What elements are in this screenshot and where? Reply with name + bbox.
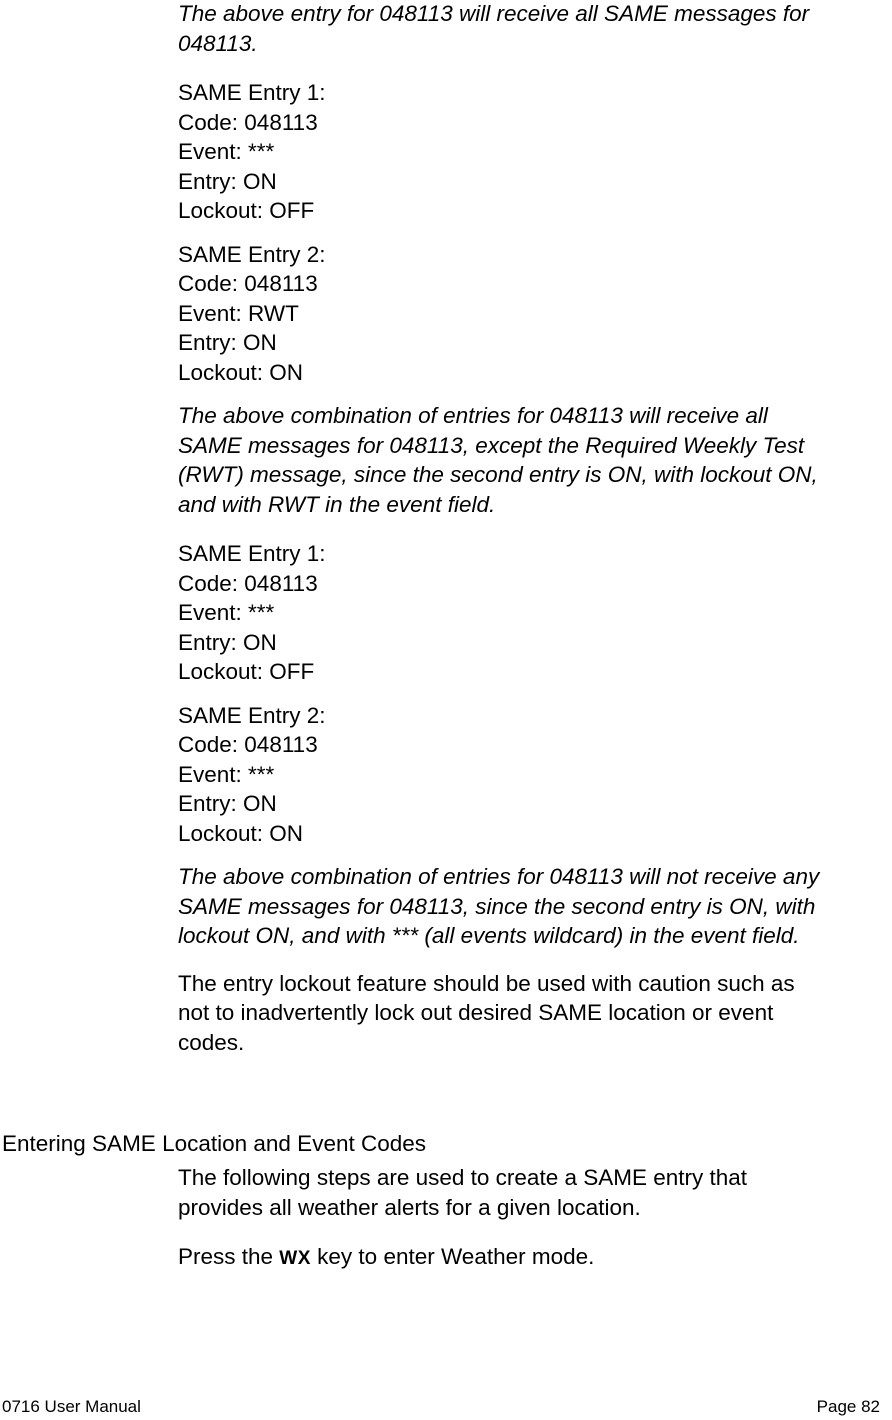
entry-state: Entry: ON (178, 330, 277, 355)
step-prefix: Press the (178, 1244, 280, 1269)
entry-state: Entry: ON (178, 168, 277, 194)
intro-note-line-2: 048113. (178, 30, 258, 56)
content-column (178, 0, 890, 1071)
example1-entry1 (178, 78, 890, 226)
entry-title: SAME Entry 1: (178, 541, 326, 566)
entry-title: SAME Entry 2: (178, 241, 326, 267)
caution-line: codes. (178, 1029, 245, 1055)
entry-lockout: Lockout: ON (178, 359, 304, 385)
entry-title: SAME Entry 2: (178, 702, 326, 728)
footer-page-number: Page 82 (816, 1397, 880, 1416)
section-body (178, 1163, 890, 1288)
entry-code: Code: 048113 (178, 109, 318, 135)
caution-paragraph (178, 969, 890, 1058)
section-intro-line: provides all weather alerts for a given location. (178, 1194, 641, 1220)
example1-note (178, 401, 890, 519)
section-heading: Entering SAME Location and Event Codes (2, 1131, 427, 1156)
note-line: and with RWT in the event field. (178, 491, 496, 517)
entry-event: Event: *** (178, 761, 275, 787)
entry-state: Entry: ON (178, 791, 277, 816)
entry-lockout: Lockout: ON (178, 820, 304, 846)
example2-entry1 (178, 539, 890, 687)
note-line: The above combination of entries for 048113 will not receive any (178, 864, 820, 889)
note-line: The above combination of entries for 048113 will receive all (178, 403, 768, 428)
step-wx (178, 1242, 890, 1274)
intro-note (178, 0, 890, 58)
caution-line: The entry lockout feature should be used with caution such as (178, 970, 795, 996)
note-line: lockout ON, and with *** (all events wildcard) in the event field. (178, 923, 800, 948)
wx-key-label: WX (279, 1248, 311, 1269)
note-line: SAME messages for 048113, since the second entry is ON, with (178, 893, 816, 919)
section-intro (178, 1163, 890, 1222)
entry-event: Event: *** (178, 600, 275, 625)
note-line: SAME messages for 048113, except the Required Weekly Test (178, 432, 805, 458)
example1-entry2 (178, 240, 890, 388)
entry-code: Code: 048113 (178, 570, 318, 596)
entry-state: Entry: ON (178, 629, 277, 655)
entry-code: Code: 048113 (178, 732, 318, 757)
entry-lockout: Lockout: OFF (178, 659, 315, 684)
caution-line: not to inadvertently lock out desired SAME location or event (178, 1000, 774, 1025)
section-intro-line: The following steps are used to create a SAME entry that (178, 1165, 748, 1190)
step-suffix: key to enter Weather mode. (310, 1244, 595, 1269)
intro-note-line-1: The above entry for 048113 will receive all SAME messages for (178, 1, 810, 26)
note-line: (RWT) message, since the second entry is ON, with lockout ON, (178, 462, 818, 487)
entry-code: Code: 048113 (178, 271, 318, 296)
entry-title: SAME Entry 1: (178, 80, 326, 105)
entry-event: Event: *** (178, 139, 275, 164)
example2-note (178, 862, 890, 951)
entry-event: Event: RWT (178, 300, 299, 326)
entry-lockout: Lockout: OFF (178, 198, 315, 223)
example2-entry2 (178, 701, 890, 849)
footer-manual-title: 0716 User Manual (2, 1397, 141, 1416)
